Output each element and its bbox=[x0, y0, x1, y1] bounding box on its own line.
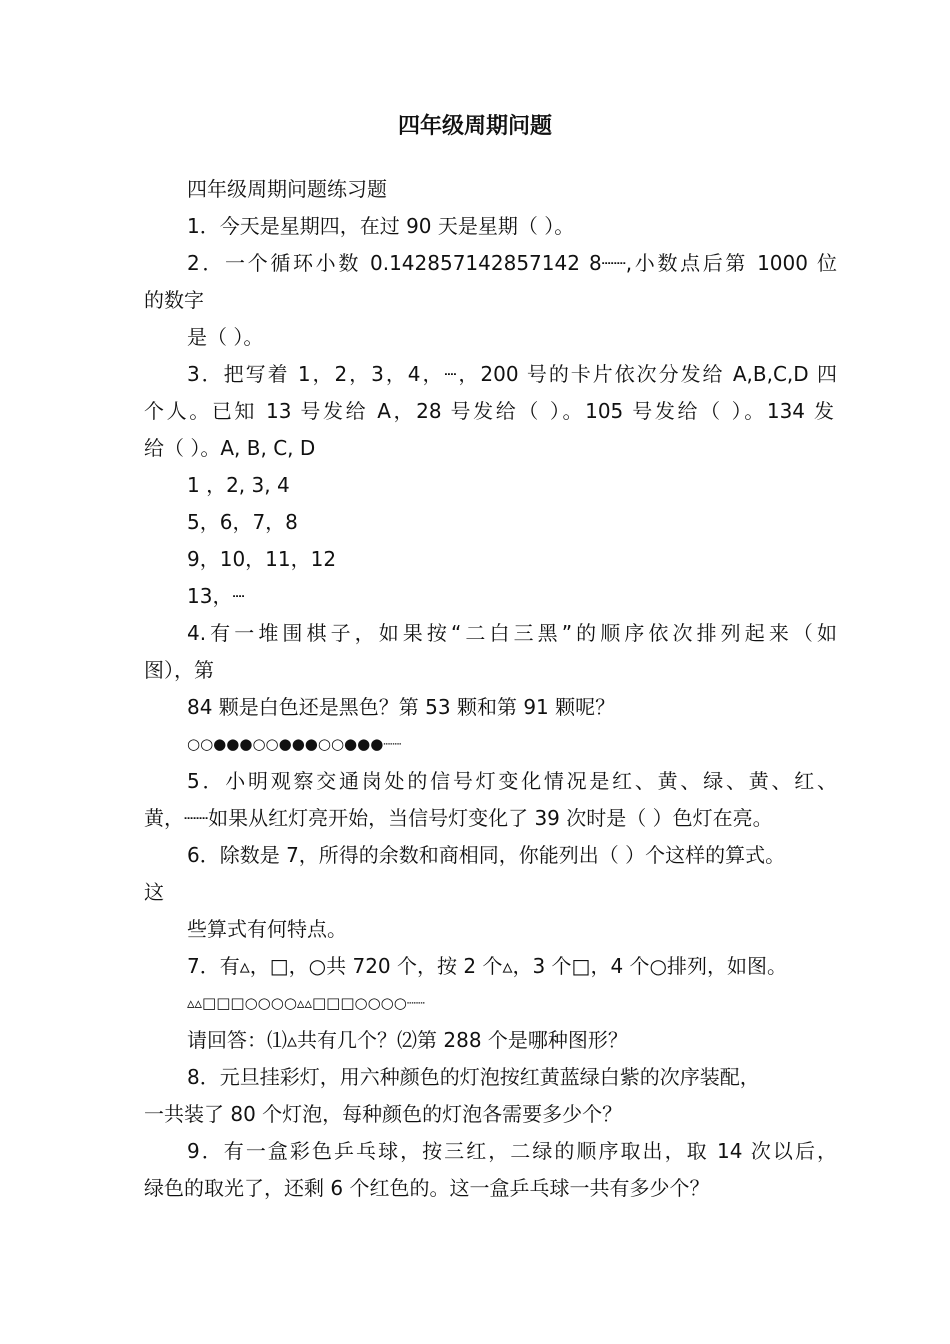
question-3-row-3: 9，10，11，12 bbox=[187, 547, 337, 571]
question-3-row-2: 5，6，7，8 bbox=[187, 510, 298, 534]
question-8-line-2: 一共装了 80 个灯泡，每种颜色的灯泡各需要多少个？ bbox=[144, 1102, 623, 1126]
question-3-line-3: 给（ ）。A, B, C, D bbox=[144, 436, 316, 460]
shape-pattern: ▵▵□□□○○○○▵▵□□□○○○○┈┈ bbox=[187, 994, 425, 1012]
question-3-row-4: 13，┈ bbox=[187, 584, 245, 608]
question-2-line-1: 2．一个循环小数 0.142857142857142 8┈┈,小数点后第 1000 位 bbox=[187, 251, 837, 275]
question-5-line-2: 黄，┈┈如果从红灯亮开始，当信号灯变化了 39 次时是（ ）色灯在亮。 bbox=[144, 806, 773, 830]
question-6-line-1: 6．除数是 7，所得的余数和商相同，你能列出（ ）个这样的算式。 bbox=[187, 843, 786, 867]
stone-pattern: ○○●●●○○●●●○○●●●┈┈ bbox=[187, 735, 402, 753]
question-3-line-2: 个人。已知 13 号发给 A，28 号发给（ ）。105 号发给（ ）。134 发 bbox=[144, 399, 834, 423]
question-2-line-2: 的数字 bbox=[144, 288, 204, 312]
question-7-line-3: 请回答：⑴▵共有几个？⑵第 288 个是哪种图形？ bbox=[187, 1028, 628, 1052]
question-9-line-1: 9．有一盒彩色乒乓球，按三红，二绿的顺序取出，取 14 次以后， bbox=[187, 1139, 837, 1163]
question-7-line-1: 7．有▵，□，○共 720 个，按 2 个▵，3 个□，4 个○排列，如图。 bbox=[187, 954, 787, 978]
subtitle: 四年级周期问题练习题 bbox=[187, 177, 387, 201]
question-6-line-3: 些算式有何特点。 bbox=[187, 917, 347, 941]
question-8-line-1: 8．元旦挂彩灯，用六种颜色的灯泡按红黄蓝绿白紫的次序装配， bbox=[187, 1065, 760, 1089]
page-title: 四年级周期问题 bbox=[397, 114, 552, 139]
question-4-line-1: 4.有一堆围棋子，如果按“二白三黑”的顺序依次排列起来（如 bbox=[187, 621, 837, 645]
question-6-line-2: 这 bbox=[144, 880, 164, 904]
question-5-line-1: 5．小明观察交通岗处的信号灯变化情况是红、黄、绿、黄、红、 bbox=[187, 769, 837, 793]
question-9-line-2: 绿色的取光了，还剩 6 个红色的。这一盒乒乓球一共有多少个？ bbox=[144, 1176, 710, 1200]
question-3-row-1: 1 ，2, 3, 4 bbox=[187, 473, 290, 497]
question-4-line-3: 84 颗是白色还是黑色？第 53 颗和第 91 颗呢？ bbox=[187, 695, 616, 719]
question-1: 1．今天是星期四，在过 90 天是星期（ ）。 bbox=[187, 214, 575, 238]
question-2-line-3: 是（ ）。 bbox=[187, 325, 264, 349]
question-3-line-1: 3．把写着 1，2，3，4，┈，200 号的卡片依次分发给 A,B,C,D 四 bbox=[187, 362, 837, 386]
question-4-line-2: 图），第 bbox=[144, 658, 214, 682]
